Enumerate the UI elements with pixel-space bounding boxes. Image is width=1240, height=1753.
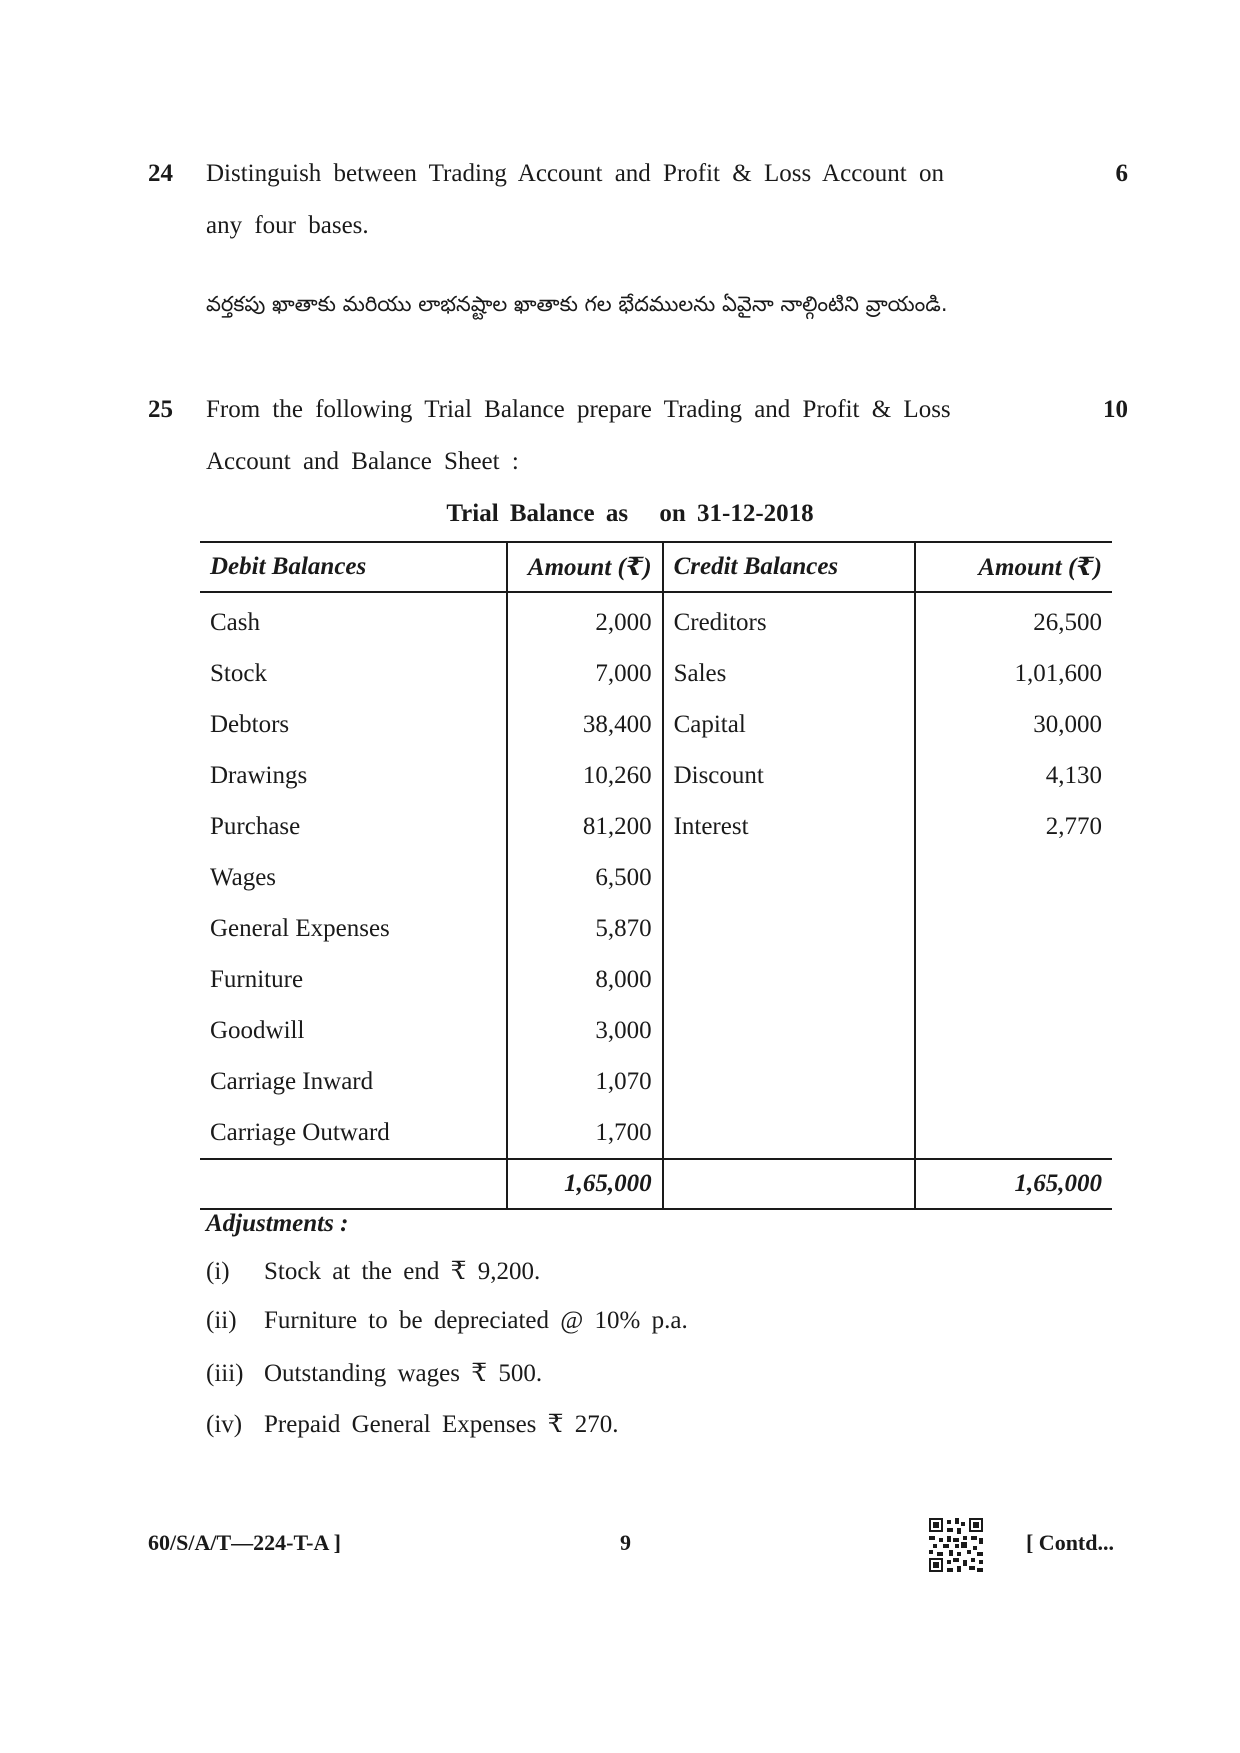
question-number: 24 — [148, 160, 173, 187]
total-credit-amount: 1,65,000 — [915, 1159, 1112, 1209]
question-line-1: Distinguish between Trading Account and Profit & Loss Account on — [206, 160, 944, 187]
question-text — [206, 148, 1026, 252]
table-row — [200, 592, 1112, 648]
credit-amount — [915, 903, 1112, 954]
continued-label: [ Contd... — [1025, 1530, 1114, 1555]
credit-amount: 26,500 — [915, 592, 1112, 648]
adjustment-number: (iv) — [206, 1411, 243, 1438]
debit-item: Goodwill — [210, 1016, 305, 1044]
debit-amount: 6,500 — [507, 852, 663, 903]
debit-amount: 10,260 — [507, 750, 663, 801]
credit-item — [663, 1005, 915, 1056]
table-row — [200, 648, 1112, 699]
header-credit-balances: Credit Balances — [663, 542, 915, 592]
debit-item: Stock — [210, 659, 267, 687]
credit-amount — [915, 1056, 1112, 1107]
list-item — [206, 1256, 688, 1307]
credit-amount: 30,000 — [915, 699, 1112, 750]
credit-item — [663, 954, 915, 1005]
credit-amount — [915, 1005, 1112, 1056]
question-telugu-text: వర్తకపు ఖాతాకు మరియు లాభనష్టాల ఖాతాకు గల భేదములను ఏవైనా నాల్గింటిని వ్రాయండి. — [206, 292, 948, 316]
question-24 — [148, 160, 1128, 320]
credit-amount: 2,770 — [915, 801, 1112, 852]
credit-amount: 4,130 — [915, 750, 1112, 801]
debit-item: Wages — [210, 863, 277, 891]
credit-amount — [915, 954, 1112, 1005]
qr-code-icon — [929, 1518, 983, 1572]
debit-amount: 1,700 — [507, 1107, 663, 1159]
table-header-row — [200, 542, 1112, 592]
adjustment-number: (ii) — [206, 1307, 237, 1334]
credit-item — [663, 1056, 915, 1107]
question-line-2: Account and Balance Sheet : — [206, 448, 519, 475]
paper-code: 60/S/A/T—224-T-A ] — [148, 1530, 341, 1555]
table-row — [200, 903, 1112, 954]
adjustment-text: Furniture to be depreciated @ 10% p.a. — [264, 1307, 688, 1334]
question-line-2: any four bases. — [206, 212, 369, 239]
question-25 — [148, 396, 1128, 486]
debit-item: Carriage Inward — [210, 1067, 374, 1095]
list-item — [206, 1409, 688, 1460]
table-row — [200, 699, 1112, 750]
adjustment-text: Outstanding wages ₹ 500. — [264, 1360, 543, 1387]
table-row — [200, 1005, 1112, 1056]
trial-balance-title-part-2: on 31-12-2018 — [659, 500, 814, 527]
list-item — [206, 1307, 688, 1358]
debit-amount: 2,000 — [507, 592, 663, 648]
adjustment-number: (iii) — [206, 1360, 244, 1387]
credit-item: Capital — [663, 699, 915, 750]
table-row — [200, 801, 1112, 852]
question-marks: 6 — [1115, 160, 1128, 187]
debit-item: Drawings — [210, 761, 308, 789]
adjustments-title: Adjustments : — [206, 1210, 349, 1237]
table-row — [200, 750, 1112, 801]
credit-item: Discount — [663, 750, 915, 801]
table-row — [200, 852, 1112, 903]
debit-item: Furniture — [210, 965, 304, 993]
debit-amount: 8,000 — [507, 954, 663, 1005]
question-text — [206, 384, 1026, 488]
page-number: 9 — [620, 1530, 631, 1555]
credit-item — [663, 903, 915, 954]
adjustment-text: Stock at the end ₹ 9,200. — [264, 1258, 541, 1285]
adjustment-number: (i) — [206, 1258, 230, 1285]
adjustment-text: Prepaid General Expenses ₹ 270. — [264, 1411, 619, 1438]
question-marks: 10 — [1103, 396, 1128, 423]
debit-item: General Expenses — [210, 914, 390, 942]
debit-amount: 81,200 — [507, 801, 663, 852]
debit-item: Purchase — [210, 812, 301, 840]
debit-amount: 1,070 — [507, 1056, 663, 1107]
table-total-row — [200, 1159, 1112, 1209]
credit-amount — [915, 1107, 1112, 1159]
debit-amount: 7,000 — [507, 648, 663, 699]
table-row — [200, 954, 1112, 1005]
credit-amount — [915, 852, 1112, 903]
debit-amount: 38,400 — [507, 699, 663, 750]
credit-item: Sales — [663, 648, 915, 699]
credit-item — [663, 852, 915, 903]
trial-balance-table — [200, 541, 1112, 1210]
header-debit-balances: Debit Balances — [200, 542, 507, 592]
question-line-1: From the following Trial Balance prepare Trading and Profit & Loss — [206, 396, 951, 423]
header-debit-amount: Amount (₹) — [507, 542, 663, 592]
adjustments-list — [206, 1256, 688, 1460]
debit-item: Carriage Outward — [210, 1118, 390, 1146]
total-blank-cell — [200, 1159, 507, 1209]
debit-amount: 5,870 — [507, 903, 663, 954]
total-blank-cell — [663, 1159, 915, 1209]
credit-amount: 1,01,600 — [915, 648, 1112, 699]
credit-item — [663, 1107, 915, 1159]
list-item — [206, 1358, 688, 1409]
total-debit-amount: 1,65,000 — [507, 1159, 663, 1209]
credit-item: Creditors — [663, 592, 915, 648]
trial-balance-title — [0, 500, 1240, 528]
debit-item: Debtors — [210, 710, 290, 738]
table-row — [200, 1107, 1112, 1159]
table-row — [200, 1056, 1112, 1107]
trial-balance-title-part-1: Trial Balance as — [446, 500, 629, 527]
credit-item: Interest — [663, 801, 915, 852]
question-number: 25 — [148, 396, 173, 423]
debit-amount: 3,000 — [507, 1005, 663, 1056]
header-credit-amount: Amount (₹) — [915, 542, 1112, 592]
debit-item: Cash — [210, 608, 260, 636]
